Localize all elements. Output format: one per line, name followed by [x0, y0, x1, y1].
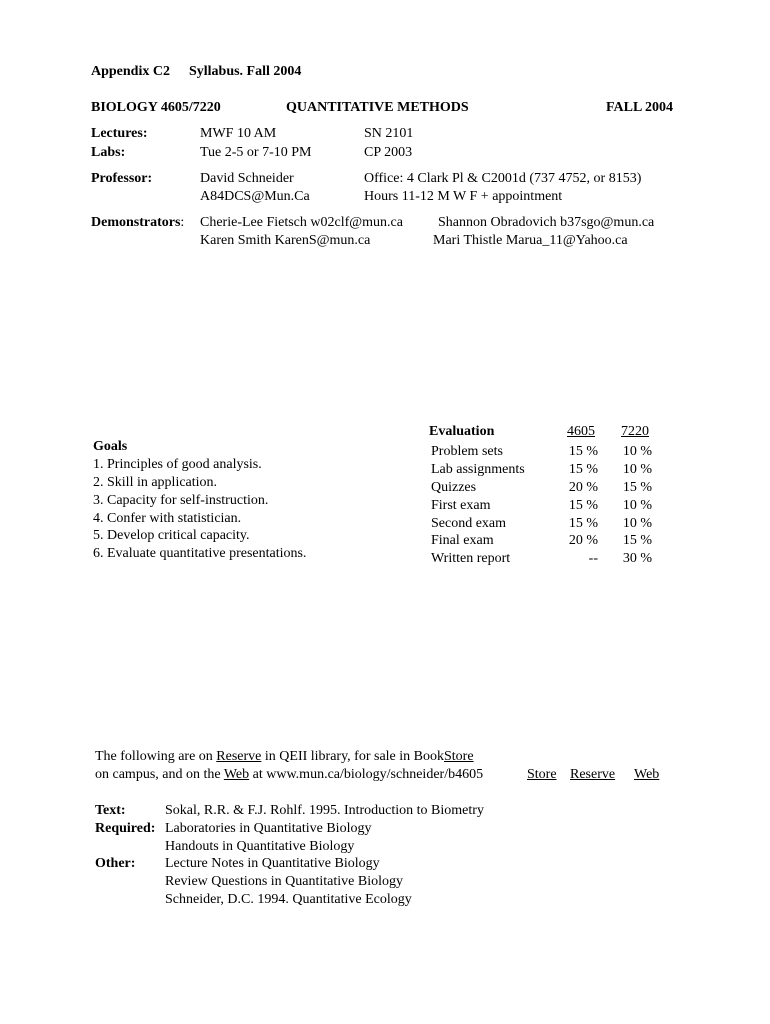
- professor-hours: Hours 11-12 M W F + appointment: [364, 189, 563, 204]
- professor-email: A84DCS@Mun.Ca: [200, 189, 310, 204]
- course-title: QUANTITATIVE METHODS: [286, 100, 469, 115]
- required-item: Laboratories in Quantitative Biology: [165, 821, 372, 836]
- goal-item: 2. Skill in application.: [93, 475, 218, 490]
- evaluation-item: Quizzes: [431, 480, 477, 495]
- demonstrators-label: Demonstrators:: [91, 215, 185, 230]
- evaluation-heading: Evaluation: [429, 424, 495, 439]
- course-term: FALL 2004: [606, 100, 674, 115]
- labs-time: Tue 2-5 or 7-10 PM: [200, 145, 312, 160]
- evaluation-value-4605: 20 %: [568, 480, 598, 495]
- text-label: Text:: [95, 803, 126, 818]
- appendix-heading: [91, 64, 301, 80]
- reserve-line-2: on campus, and on the Web at www.mun.ca/biology/schneider/b4605: [95, 767, 484, 782]
- web-nav-link[interactable]: Web: [634, 767, 660, 782]
- lectures-room: SN 2101: [364, 126, 414, 141]
- reserve-nav-link[interactable]: Reserve: [570, 767, 616, 782]
- store-link[interactable]: Store: [527, 767, 557, 782]
- evaluation-value-7220: 10 %: [622, 462, 652, 477]
- evaluation-value-7220: 10 %: [622, 444, 652, 459]
- course-code: BIOLOGY 4605/7220: [91, 100, 221, 115]
- labs-room: CP 2003: [364, 145, 413, 160]
- evaluation-col-4605: 4605: [567, 424, 595, 439]
- other-item: Review Questions in Quantitative Biology: [165, 874, 403, 889]
- demonstrator-2: Shannon Obradovich b37sgo@mun.ca: [438, 215, 655, 230]
- lectures-time: MWF 10 AM: [200, 126, 277, 141]
- bookstore-link[interactable]: Store: [444, 749, 474, 764]
- other-item: Schneider, D.C. 1994. Quantitative Ecology: [165, 892, 412, 907]
- evaluation-item: Second exam: [431, 516, 507, 531]
- evaluation-value-4605: 15 %: [568, 462, 598, 477]
- other-item: Lecture Notes in Quantitative Biology: [165, 856, 380, 871]
- reserve-link[interactable]: Reserve: [216, 749, 262, 764]
- evaluation-item: Lab assignments: [431, 462, 525, 477]
- evaluation-value-4605: 20 %: [568, 533, 598, 548]
- demonstrator-3: Karen Smith KarenS@mun.ca: [200, 233, 371, 248]
- evaluation-item: Final exam: [431, 533, 494, 548]
- reserve-line-1: The following are on Reserve in QEII library, for sale in BookStore: [95, 749, 474, 764]
- evaluation-item: Problem sets: [431, 444, 503, 459]
- evaluation-value-4605: 15 %: [568, 444, 598, 459]
- evaluation-value-7220: 30 %: [622, 551, 652, 566]
- evaluation-value-4605: 15 %: [568, 498, 598, 513]
- required-label: Required:: [95, 821, 156, 836]
- evaluation-value-7220: 15 %: [622, 533, 652, 548]
- web-link[interactable]: Web: [223, 767, 250, 782]
- evaluation-value-7220: 10 %: [622, 498, 652, 513]
- evaluation-item: First exam: [431, 498, 491, 513]
- other-label: Other:: [95, 856, 136, 871]
- goal-item: 6. Evaluate quantitative presentations.: [93, 546, 307, 561]
- evaluation-item: Written report: [431, 551, 511, 566]
- goal-item: 5. Develop critical capacity.: [93, 528, 250, 543]
- demonstrator-1: Cherie-Lee Fietsch w02clf@mun.ca: [200, 215, 403, 230]
- professor-office: Office: 4 Clark Pl & C2001d (737 4752, or 8153): [364, 171, 642, 186]
- goal-item: 3. Capacity for self-instruction.: [93, 493, 269, 508]
- demonstrator-4: Mari Thistle Marua_11@Yahoo.ca: [433, 233, 628, 248]
- goals-heading: Goals: [93, 439, 128, 454]
- goal-item: 1. Principles of good analysis.: [93, 457, 262, 472]
- evaluation-value-4605: --: [588, 551, 598, 566]
- professor-label: Professor:: [91, 171, 153, 186]
- evaluation-value-4605: 15 %: [568, 516, 598, 531]
- evaluation-value-7220: 10 %: [622, 516, 652, 531]
- appendix-title: Syllabus. Fall 2004: [188, 64, 302, 79]
- goal-item: 4. Confer with statistician.: [93, 511, 242, 526]
- evaluation-value-7220: 15 %: [622, 480, 652, 495]
- labs-label: Labs:: [91, 145, 126, 160]
- evaluation-col-7220: 7220: [621, 424, 649, 439]
- text-item: Sokal, R.R. & F.J. Rohlf. 1995. Introduction to Biometry: [165, 803, 484, 818]
- required-item: Handouts in Quantitative Biology: [165, 839, 355, 854]
- lectures-label: Lectures:: [91, 126, 148, 141]
- appendix-label: Appendix C2: [91, 64, 170, 79]
- professor-name: David Schneider: [200, 171, 294, 186]
